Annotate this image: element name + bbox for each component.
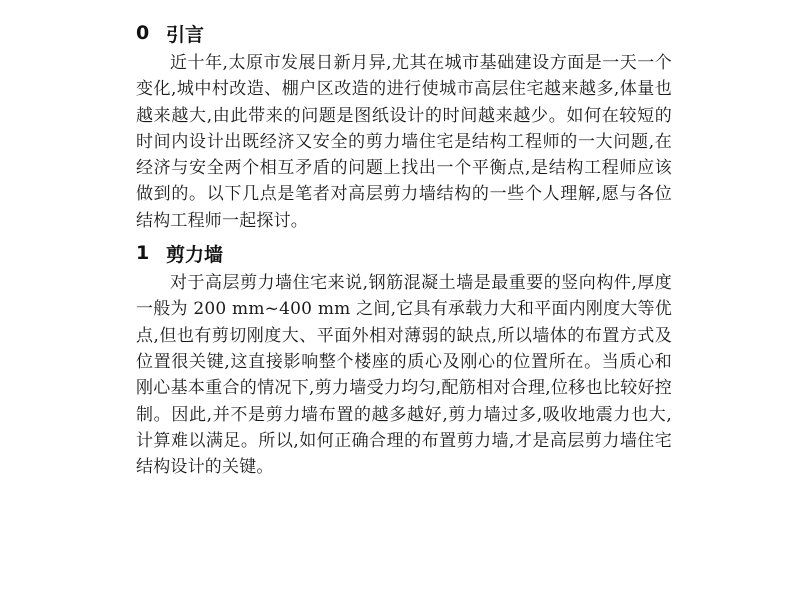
document-page	[136, 16, 672, 480]
section-heading	[136, 236, 672, 270]
section-heading	[136, 16, 672, 50]
section-shear-wall	[136, 236, 672, 480]
section-title: 引言	[166, 23, 205, 46]
section-paragraph: 对于高层剪力墙住宅来说,钢筋混凝土墙是最重要的竖向构件,厚度一般为 200 mm~400 mm 之间,它具有承载力大和平面内刚度大等优点,但也有剪切刚度大、平面外相对薄弱的缺点,所以墙体的布置方式及位置很关键,这直接影响整个楼座的质心及刚心的位置所在。当质心和刚心基本重合的情况下,剪力墙受力均匀,配筋相对合理,位移也比较好控制。因此,并不是剪力墙布置的越多越好,剪力墙过多,吸收地震力也大,计算难以满足。所以,如何正确合理的布置剪力墙,才是高层剪力墙住宅结构设计的关键。	[136, 273, 672, 478]
section-introduction	[136, 16, 672, 234]
section-title: 剪力墙	[166, 243, 224, 266]
section-paragraph: 近十年,太原市发展日新月异,尤其在城市基础建设方面是一天一个变化,城中村改造、棚户区改造的进行使城市高层住宅越来越多,体量也越来越大,由此带来的问题是图纸设计的时间越来越少。如何在较短的时间内设计出既经济又安全的剪力墙住宅是结构工程师的一大问题,在经济与安全两个相互矛盾的问题上找出一个平衡点,是结构工程师应该做到的。以下几点是笔者对高层剪力墙结构的一些个人理解,愿与各位结构工程师一起探讨。	[136, 53, 672, 231]
section-number: 1	[136, 242, 150, 265]
section-number: 0	[136, 22, 150, 44]
